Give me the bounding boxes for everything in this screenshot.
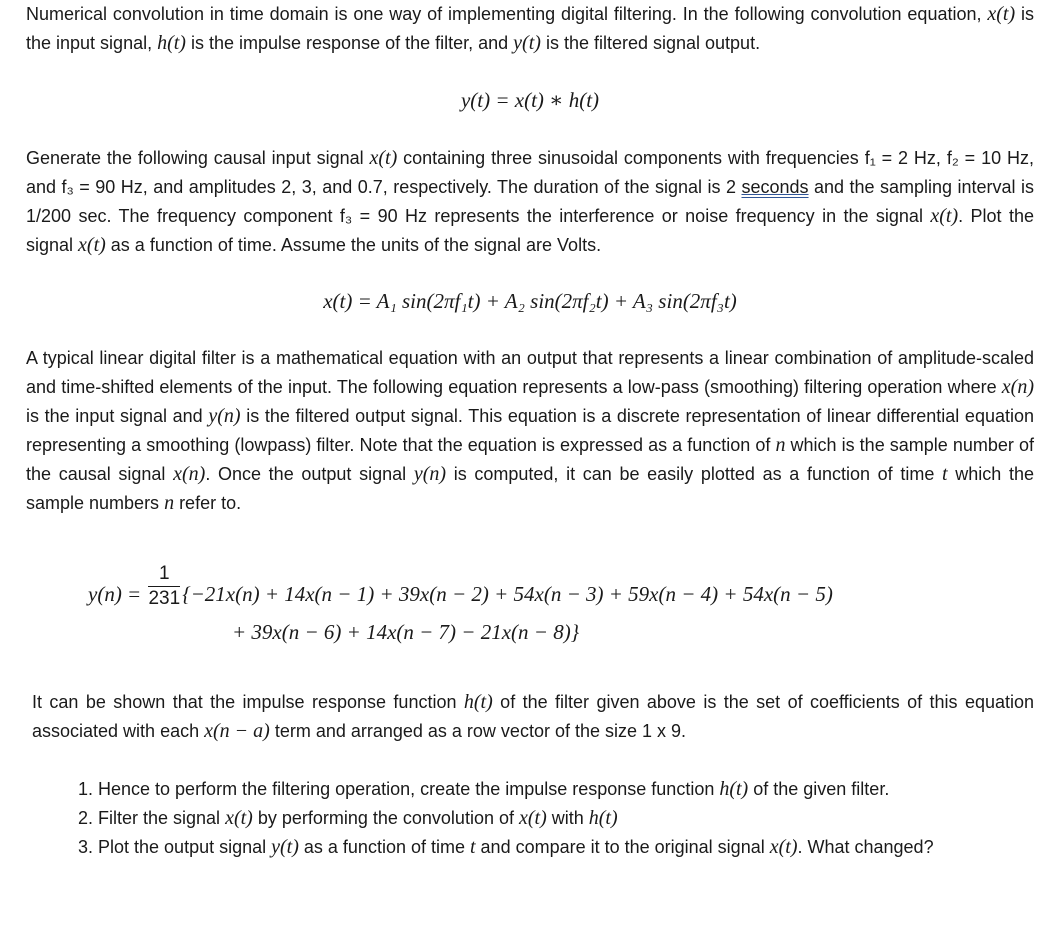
- question-item: 2. Filter the signal x(t) by performing the convolution of x(t) with h(t): [98, 804, 1034, 833]
- text: A typical linear digital filter is a mathematical equation with an output that represents a linear combination of amplitude-scaled and time-shifted elements of the input. The following equation represents a low-pass (smoothing) filtering operation where: [26, 348, 1034, 397]
- math-x-t: x(t): [987, 3, 1016, 25]
- math-x-t: x(t): [78, 234, 106, 256]
- text: It can be shown that the impulse response function: [32, 692, 464, 712]
- text: is the filtered output signal. This equation is a discrete representation of linear differential equation representing a smoothing (lowpass) filter. Note that the equation is expressed as a function of: [26, 406, 1034, 455]
- eq-rhs: = x(t) ∗ h(t): [490, 88, 600, 112]
- eq-lhs: y(n) =: [88, 582, 142, 606]
- impulse-paragraph: [32, 688, 1034, 746]
- freq-f2: f₂ = 10 Hz: [946, 148, 1029, 168]
- math-x-n-a: x(n − a): [204, 720, 270, 742]
- eq-lhs: y(t): [460, 88, 491, 112]
- fraction: [148, 563, 180, 610]
- intro-paragraph: [26, 0, 1034, 58]
- math-y-n: y(n): [208, 405, 241, 427]
- convolution-equation: [26, 86, 1034, 115]
- math-n: n: [164, 492, 175, 514]
- fraction-numerator: 1: [148, 563, 180, 587]
- text: which the sample numbers: [26, 464, 1034, 513]
- text: Generate the following causal input signal: [26, 148, 370, 168]
- text: . Once the output signal: [205, 464, 414, 484]
- text: of the filter given above is the set of coefficients of this equation associated with each: [32, 692, 1035, 741]
- spellcheck-word-seconds[interactable]: seconds: [741, 177, 809, 197]
- text: as a function of time. Assume the units of the signal are Volts.: [105, 235, 602, 255]
- signal-equation: [26, 287, 1034, 316]
- text: represents the interference or noise frequency in the signal: [427, 206, 931, 226]
- text: is computed, it can be easily plotted as a function of time: [446, 464, 943, 484]
- text: Numerical convolution in time domain is one way of implementing digital filtering. In the following convolution equation,: [26, 4, 988, 24]
- math-y-n: y(n): [413, 463, 447, 485]
- text: , and: [26, 148, 1034, 197]
- text: Hz,: [908, 148, 947, 168]
- text: refer to.: [174, 493, 242, 513]
- question-list: [26, 775, 1034, 862]
- math-x-t: x(t): [930, 205, 959, 227]
- fraction-denominator: 231: [148, 587, 181, 609]
- text: is the filtered signal output.: [540, 33, 761, 53]
- math-h-t: h(t): [463, 691, 493, 713]
- text: is the impulse response of the filter, and: [185, 33, 514, 53]
- freq-f3: f₃ = 90 Hz: [339, 206, 427, 226]
- eq-terms-line2: + 39x(n − 6) + 14x(n − 7) − 21x(n − 8)}: [232, 620, 580, 644]
- filter-paragraph: [26, 344, 1034, 518]
- eq-terms-line1: {−21x(n) + 14x(n − 1) + 39x(n − 2) + 54x(n − 3) + 59x(n − 4) + 54x(n − 5): [182, 582, 833, 606]
- text: is the input signal and: [26, 406, 209, 426]
- question-item: 3. Plot the output signal y(t) as a function of time t and compare it to the original signal x(t). What changed?: [98, 833, 1034, 862]
- math-n: n: [775, 434, 786, 456]
- math-y-t: y(t): [513, 32, 541, 54]
- eq-signal: x(t) = A₁ sin(2πf₁t) + A₂ sin(2πf₂t) + A₃ sin(2πf₃t): [323, 289, 737, 313]
- text: and the sampling interval is 1/200 sec. The frequency component: [26, 177, 1034, 226]
- question-item: 1. Hence to perform the filtering operation, create the impulse response function h(t) of the given filter.: [98, 775, 1034, 804]
- freq-f3: f₃ = 90 Hz: [61, 177, 143, 197]
- text: . Plot the signal: [26, 206, 1034, 255]
- math-t: t: [942, 463, 948, 485]
- text: is the input signal,: [26, 4, 1034, 53]
- math-x-n: x(n): [173, 463, 206, 485]
- filter-eq-line2: [232, 618, 579, 647]
- freq-f1: f₁ = 2: [864, 148, 909, 168]
- math-x-n: x(n): [1001, 376, 1034, 398]
- math-x-t: x(t): [369, 147, 398, 169]
- text: term and arranged as a row vector of the size 1 x 9.: [269, 721, 687, 741]
- text: containing three sinusoidal components with frequencies: [397, 148, 865, 168]
- text: which is the sample number of the causal signal: [26, 435, 1034, 484]
- math-h-t: h(t): [157, 32, 186, 54]
- text: , and amplitudes 2, 3, and 0.7, respectively. The duration of the signal is 2: [142, 177, 742, 197]
- signal-paragraph: [26, 144, 1034, 260]
- filter-eq-line1: [88, 562, 833, 610]
